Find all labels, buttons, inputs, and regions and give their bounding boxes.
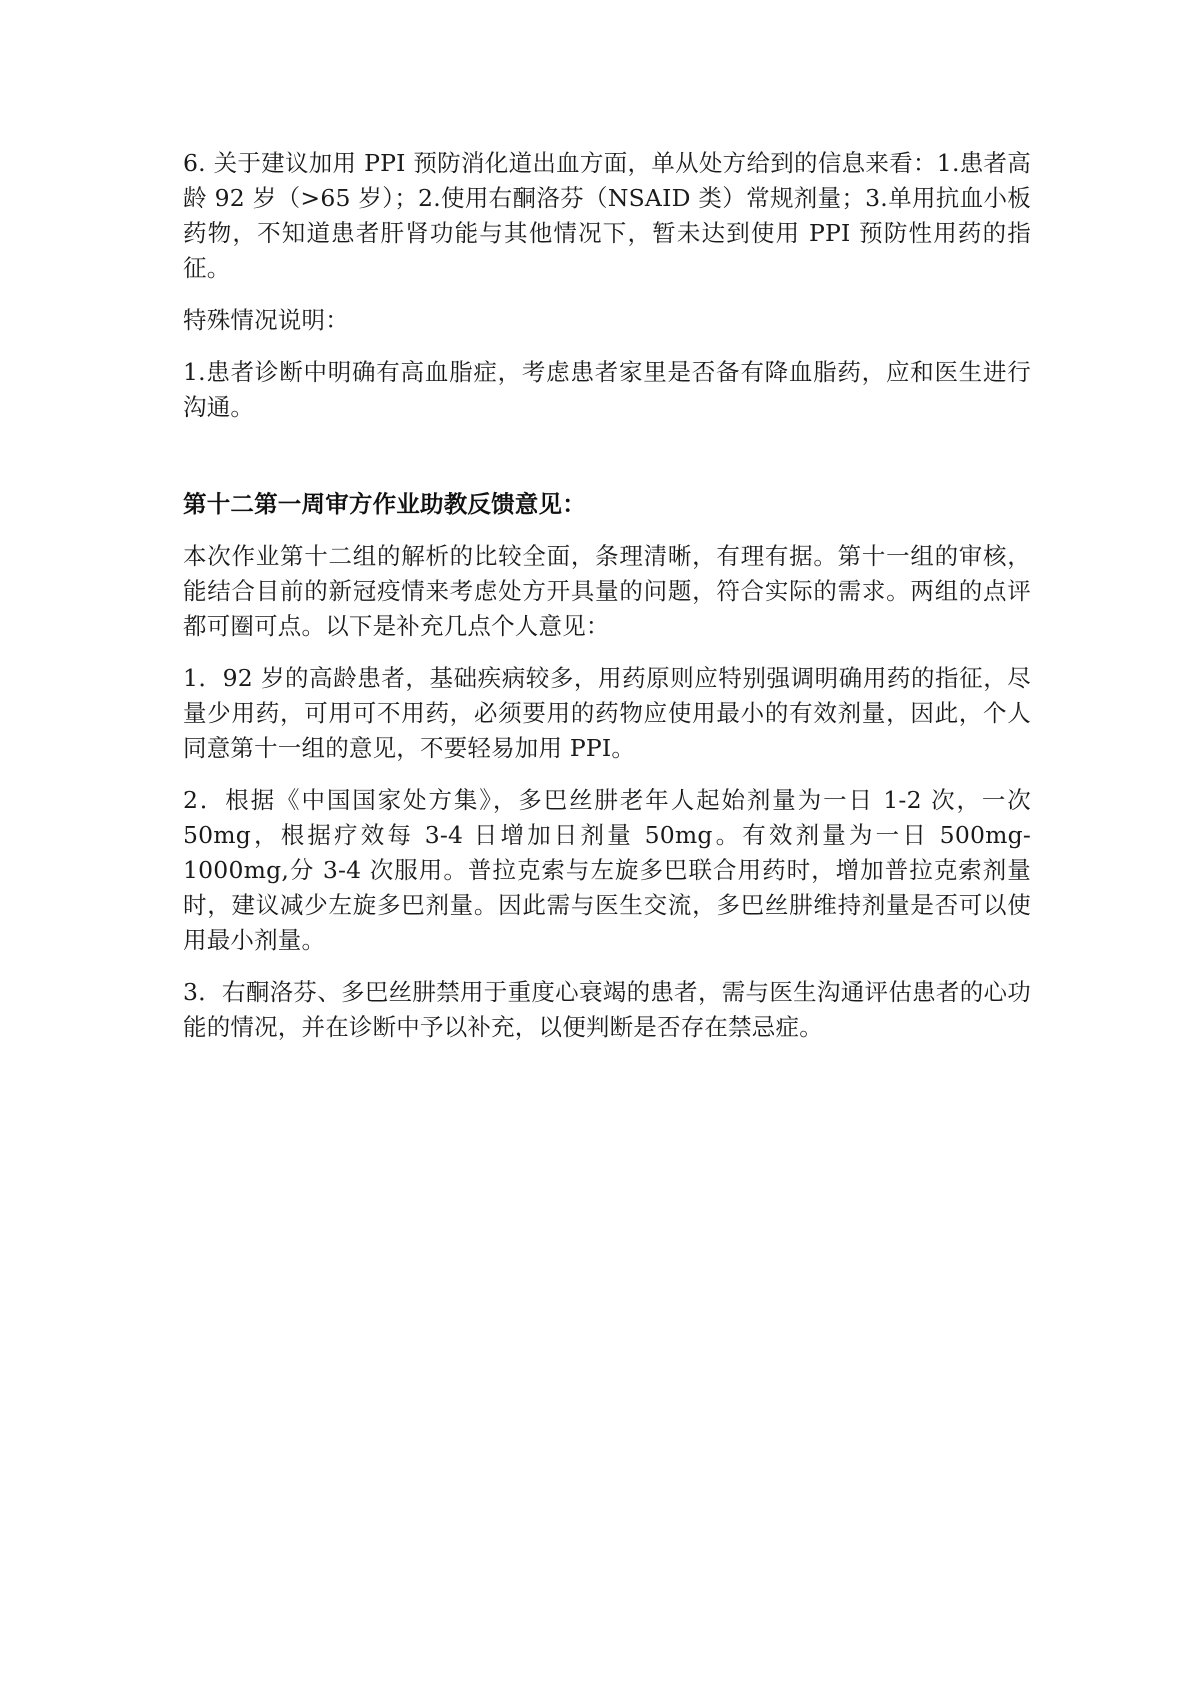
document-body	[183, 146, 1039, 1062]
special-notes-title: 特殊情况说明：	[183, 306, 349, 334]
feedback-point-2: 2．根据《中国国家处方集》，多巴丝肼老年人起始剂量为一日 1-2 次，一次 50mg，根据疗效每 3-4 日增加日剂量 50mg。有效剂量为一日 500mg-1000mg,分 3-4 次服用。普拉克索与左旋多巴联合用药时，增加普拉克索剂量时，建议减少左旋多巴剂量。因此需与医生交流，多巴丝肼维持剂量是否可以使用最小剂量。	[183, 786, 1039, 954]
paragraph-ppi-recommendation: 6. 关于建议加用 PPI 预防消化道出血方面，单从处方给到的信息来看：1.患者高龄 92 岁（>65 岁）；2.使用右酮洛芬（NSAID 类）常规剂量；3.单用抗血小板药物，不知道患者肝肾功能与其他情况下，暂未达到使用 PPI 预防性用药的指征。	[183, 149, 1031, 282]
feedback-point-3: 3．右酮洛芬、多巴丝肼禁用于重度心衰竭的患者，需与医生沟通评估患者的心功能的情况，并在诊断中予以补充，以便判断是否存在禁忌症。	[183, 978, 1031, 1041]
feedback-heading: 第十二第一周审方作业助教反馈意见：	[183, 490, 586, 518]
feedback-point-1: 1．92 岁的高龄患者，基础疾病较多，用药原则应特别强调明确用药的指征，尽量少用药，可用可不用药，必须要用的药物应使用最小的有效剂量，因此，个人同意第十一组的意见，不要轻易加用 PPI。	[183, 664, 1031, 762]
feedback-intro: 本次作业第十二组的解析的比较全面，条理清晰，有理有据。第十一组的审核，能结合目前的新冠疫情来考虑处方开具量的问题，符合实际的需求。两组的点评都可圈可点。以下是补充几点个人意见：	[183, 542, 1031, 640]
special-note-1: 1.患者诊断中明确有高血脂症，考虑患者家里是否备有降血脂药，应和医生进行沟通。	[183, 358, 1031, 421]
